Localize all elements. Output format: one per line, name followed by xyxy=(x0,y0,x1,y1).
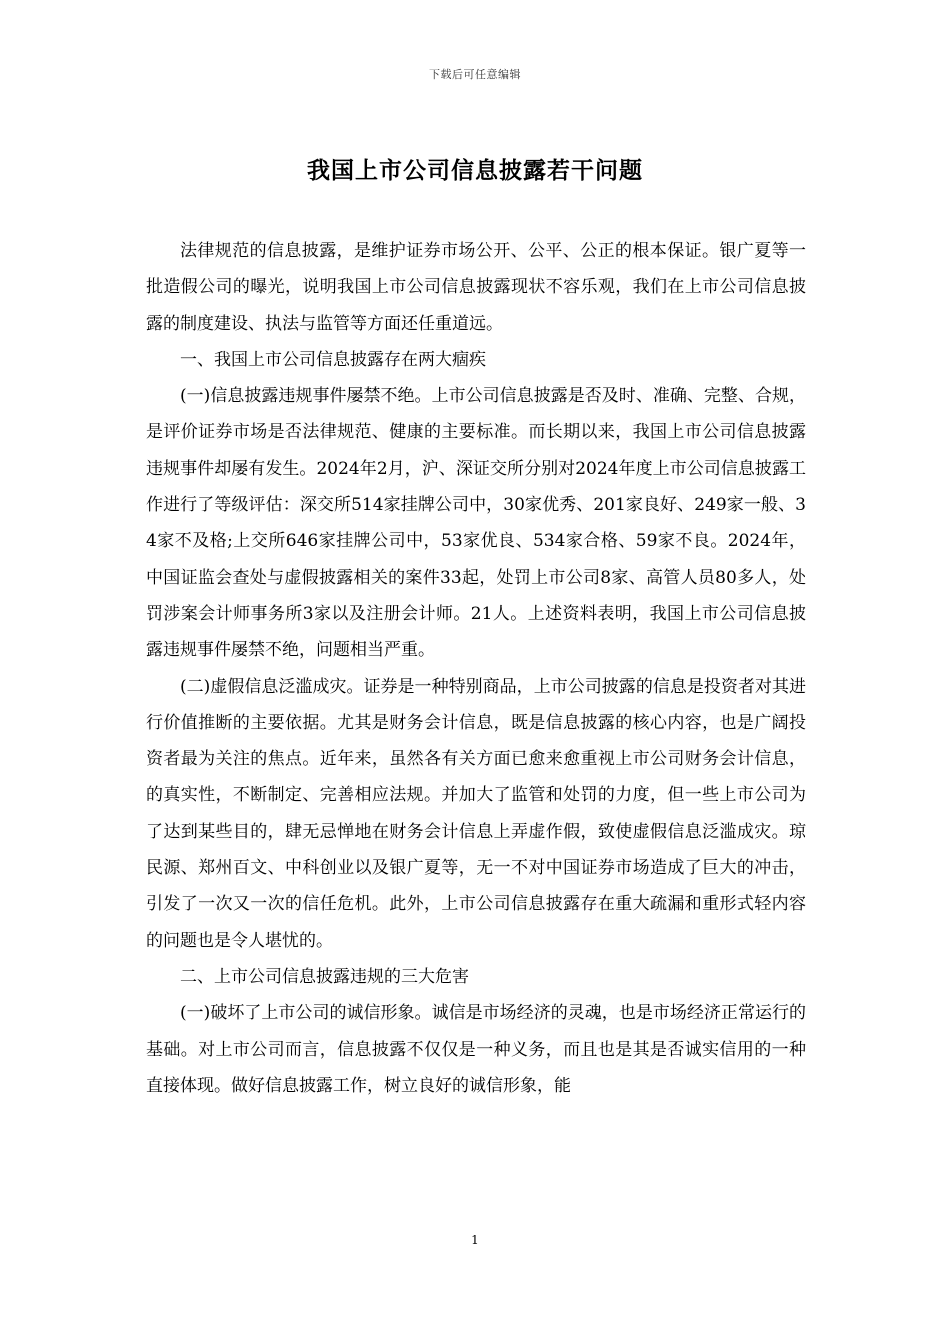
page-number: 1 xyxy=(471,1233,479,1247)
paragraph-integrity: (一)破坏了上市公司的诚信形象。诚信是市场经济的灵魂，也是市场经济正常运行的基础。对上市公司而言，信息披露不仅仅是一种义务，而且也是其是否诚实信用的一种直接体现。做好信息披露工作，树立良好的诚信形象，能 xyxy=(146,1003,806,1096)
paragraph-intro: 法律规范的信息披露，是维护证券市场公开、公平、公正的根本保证。银广夏等一批造假公司的曝光，说明我国上市公司信息披露现状不容乐观，我们在上市公司信息披露的制度建设、执法与监管等方面还任重道远。 xyxy=(146,241,806,334)
section-heading-1: 一、我国上市公司信息披露存在两大痼疾 xyxy=(180,349,486,370)
document-title: 我国上市公司信息披露若干问题 xyxy=(307,157,643,184)
section-heading-2: 二、上市公司信息披露违规的三大危害 xyxy=(180,966,469,987)
document-body xyxy=(146,233,806,1104)
paragraph-violations: (一)信息披露违规事件屡禁不绝。上市公司信息披露是否及时、准确、完整、合规，是评价证券市场是否法律规范、健康的主要标准。而长期以来，我国上市公司信息披露违规事件却屡有发生。2024年2月，沪、深证交所分别对2024年度上市公司信息披露工作进行了等级评估：深交所514家挂牌公司中，30家优秀、201家良好、249家一般、34家不及格;上交所646家挂牌公司中，53家优良、534家合格、59家不良。2024年，中国证监会查处与虚假披露相关的案件33起，处罚上市公司8家、高管人员80多人，处罚涉案会计师事务所3家以及注册会计师。21人。上述资料表明，我国上市公司信息披露违规事件屡禁不绝，问题相当严重。 xyxy=(146,386,806,661)
paragraph-false-info: (二)虚假信息泛滥成灾。证券是一种特别商品，上市公司披露的信息是投资者对其进行价值推断的主要依据。尤其是财务会计信息，既是信息披露的核心内容，也是广阔投资者最为关注的焦点。近年来，虽然各有关方面已愈来愈重视上市公司财务会计信息，的真实性，不断制定、完善相应法规。并加大了监管和处罚的力度，但一些上市公司为了达到某些目的，肆无忌惮地在财务会计信息上弄虚作假，致使虚假信息泛滥成灾。琼民源、郑州百文、中科创业以及银广夏等，无一不对中国证券市场造成了巨大的冲击，引发了一次又一次的信任危机。此外，上市公司信息披露存在重大疏漏和重形式轻内容的问题也是令人堪忧的。 xyxy=(146,676,806,951)
header-note: 下载后可任意编辑 xyxy=(429,68,521,81)
